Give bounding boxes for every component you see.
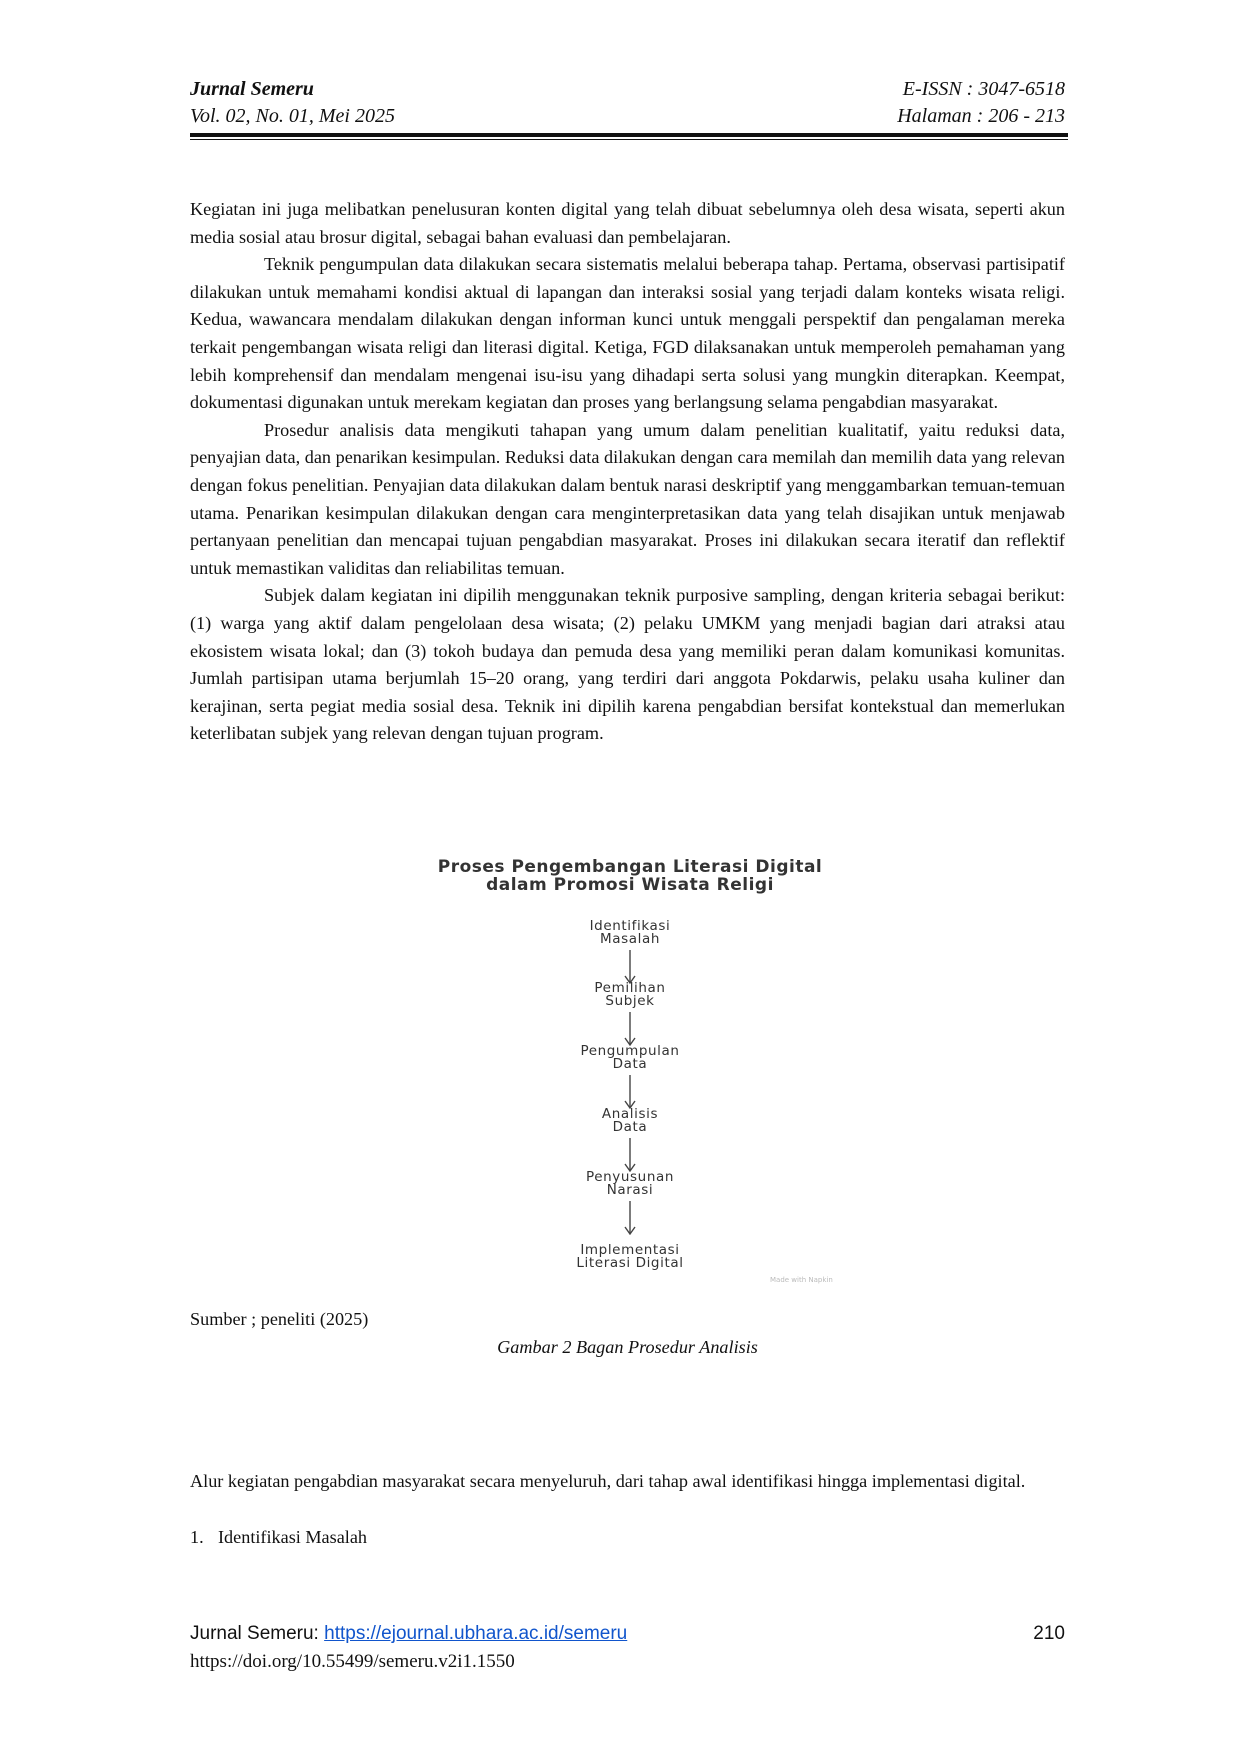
footer-label: Jurnal Semeru: (190, 1623, 325, 1644)
paragraph: Teknik pengumpulan data dilakukan secara sistematis melalui beberapa tahap. Pertama, observasi partisipatif dilakukan untuk memahami kondisi aktual di lapangan dan interaksi sosial yang terjadi dalam konteks wisata religi. Kedua, wawancara mendalam dilakukan dengan informan kunci untuk menggali perspektif dan pengalaman mereka terkait pengembangan wisata religi dan literasi digital. Ketiga, FGD dilaksanakan untuk memperoleh pemahaman yang lebih komprehensif dan mendalam mengenai isu-isu yang dihadapi serta solusi yang mungkin diterapkan. Keempat, dokumentasi digunakan untuk merekam kegiatan dan proses yang berlangsung selama pengabdian masyarakat. (190, 254, 1065, 413)
arrow-down-icon (623, 1075, 637, 1109)
paragraph: Subjek dalam kegiatan ini dipilih menggunakan teknik purposive sampling, dengan kriteria sebagai berikut: (1) warga yang aktif dalam pengelolaan desa wisata; (2) pelaku UMKM yang menjadi bagian dari atraksi atau ekosistem wisata lokal; dan (3) tokoh budaya dan pemuda desa yang memiliki peran dalam komunikasi komunitas. Jumlah partisipan utama berjumlah 15–20 orang, yang terdiri dari anggota Pokdarwis, pelaku usaha kuliner dan kerajinan, serta pegiat media sosial desa. Teknik ini dipilih karena pengabdian bersifat kontekstual dan memerlukan keterlibatan subjek yang relevan dengan tujuan program. (190, 585, 1065, 744)
paragraph: Prosedur analisis data mengikuti tahapan yang umum dalam penelitian kualitatif, yaitu reduksi data, penyajian data, dan penarikan kesimpulan. Reduksi data dilakukan dengan cara memilah dan memilih data yang relevan dengan fokus penelitian. Penyajian data dilakukan dalam bentuk narasi deskriptif yang menggambarkan temuan-temuan utama. Penarikan kesimpulan dilakukan dengan cara menginterpretasikan data yang telah disajikan untuk menjawab pertanyaan penelitian dan mencapai tujuan pengabdian masyarakat. Proses ini dilakukan secara iteratif dan reflektif untuk memastikan validitas dan reliabilitas temuan. (190, 419, 1065, 578)
arrow-down-icon (623, 1138, 637, 1172)
header-rule-thick (190, 133, 1068, 137)
figure-title-line: dalam Promosi Wisata Religi (486, 875, 774, 895)
flow-step-implementasi (530, 1244, 730, 1270)
flow-step-identifikasi (530, 920, 730, 946)
body-text (190, 196, 1065, 748)
doi-text: https://doi.org/10.55499/semeru.v2i1.1550 (190, 1651, 515, 1672)
list-text: Identifikasi Masalah (218, 1527, 367, 1547)
volume-info: Vol. 02, No. 01, Mei 2025 (190, 105, 395, 127)
paragraph: Kegiatan ini juga melibatkan penelusuran konten digital yang telah dibuat sebelumnya oleh desa wisata, seperti akun media sosial atau brosur digital, sebagai bahan evaluasi dan pembelajaran. (190, 199, 1065, 247)
footer-journal (190, 1620, 627, 1648)
running-header (190, 76, 1065, 130)
step-label: Identifikasi (589, 918, 671, 934)
page-range: Halaman : 206 - 213 (897, 105, 1065, 127)
step-label: Analisis (601, 1106, 659, 1122)
figure-caption: Gambar 2 Bagan Prosedur Analisis (497, 1337, 758, 1357)
header-rule-thin (190, 139, 1068, 140)
figure-title-line: Proses Pengembangan Literasi Digital (437, 857, 823, 877)
step-label: Narasi (606, 1182, 654, 1198)
flowchart-figure (380, 858, 880, 1298)
step-label: Pemilihan (594, 980, 666, 996)
step-label: Subjek (605, 993, 655, 1009)
issn: E-ISSN : 3047-6518 (902, 78, 1065, 100)
step-label: Data (612, 1119, 648, 1135)
step-label: Masalah (599, 931, 660, 947)
flow-step-pengumpulan (530, 1045, 730, 1071)
flow-step-pemilihan (530, 982, 730, 1008)
napkin-watermark: Made with Napkin (770, 1276, 833, 1284)
figure-title (380, 858, 880, 894)
step-label: Data (612, 1056, 648, 1072)
list-item (190, 1524, 367, 1551)
arrow-down-icon (623, 1201, 637, 1235)
page-number: 210 (1033, 1623, 1065, 1644)
flow-step-analisis (530, 1108, 730, 1134)
step-label: Pengumpulan (580, 1043, 680, 1059)
step-label: Penyusunan (585, 1169, 675, 1185)
paragraph: Alur kegiatan pengabdian masyarakat secara menyeluruh, dari tahap awal identifikasi hingga implementasi digital. (190, 1471, 1026, 1491)
journal-url-link[interactable]: https://ejournal.ubhara.ac.id/semeru (324, 1623, 628, 1644)
body-text-continued (190, 1468, 1065, 1496)
step-label: Implementasi (580, 1242, 680, 1258)
list-number: 1. (190, 1527, 204, 1547)
flow-step-penyusunan (530, 1171, 730, 1197)
arrow-down-icon (623, 1012, 637, 1046)
page-footer (190, 1620, 1065, 1676)
arrow-down-icon (623, 950, 637, 984)
figure-source: Sumber ; peneliti (2025) (190, 1309, 369, 1329)
journal-name: Jurnal Semeru (190, 78, 314, 100)
step-label: Literasi Digital (576, 1255, 684, 1271)
